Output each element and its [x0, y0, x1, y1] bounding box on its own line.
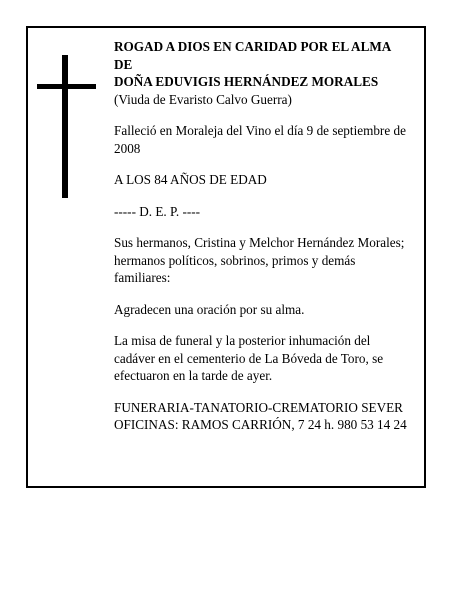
death-line: Falleció en Moraleja del Vino el día 9 de septiembre de	[114, 123, 406, 138]
deceased-name: DOÑA EDUVIGIS HERNÁNDEZ MORALES	[114, 74, 379, 89]
cross-icon	[62, 55, 68, 198]
heading-line: DE	[114, 56, 133, 72]
obituary-heading	[114, 38, 422, 108]
funeral-home-name: FUNERARIA-TANATORIO-CREMATORIO SEVER	[114, 399, 403, 415]
mass-line: La misa de funeral y la posterior inhumación del	[114, 333, 371, 348]
death-details	[114, 122, 422, 157]
obituary-text	[114, 38, 422, 448]
mass-line: efectuaron en la tarde de ayer.	[114, 368, 273, 383]
mass-paragraph	[114, 332, 422, 385]
mass-line: cadáver en el cementerio de La Bóveda de Toro, se	[114, 350, 384, 366]
death-line: 2008	[114, 140, 141, 156]
heading-line: ROGAD A DIOS EN CARIDAD POR EL ALMA	[114, 39, 392, 54]
funeral-home-contact: OFICINAS: RAMOS CARRIÓN, 7 24 h. 980 53 14 24	[114, 417, 407, 432]
rip-line: ----- D. E. P. ----	[114, 203, 201, 219]
family-line: Sus hermanos, Cristina y Melchor Hernández Morales;	[114, 235, 405, 250]
family-paragraph	[114, 234, 422, 287]
age-line: A LOS 84 AÑOS DE EDAD	[114, 172, 267, 187]
thanks-line: Agradecen una oración por su alma.	[114, 301, 305, 317]
cross-icon-crossbar	[37, 84, 96, 89]
funeral-home	[114, 399, 422, 434]
family-line: hermanos políticos, sobrinos, primos y demás	[114, 252, 356, 268]
widow-subtitle: (Viuda de Evaristo Calvo Guerra)	[114, 91, 292, 107]
family-line: familiares:	[114, 270, 171, 285]
